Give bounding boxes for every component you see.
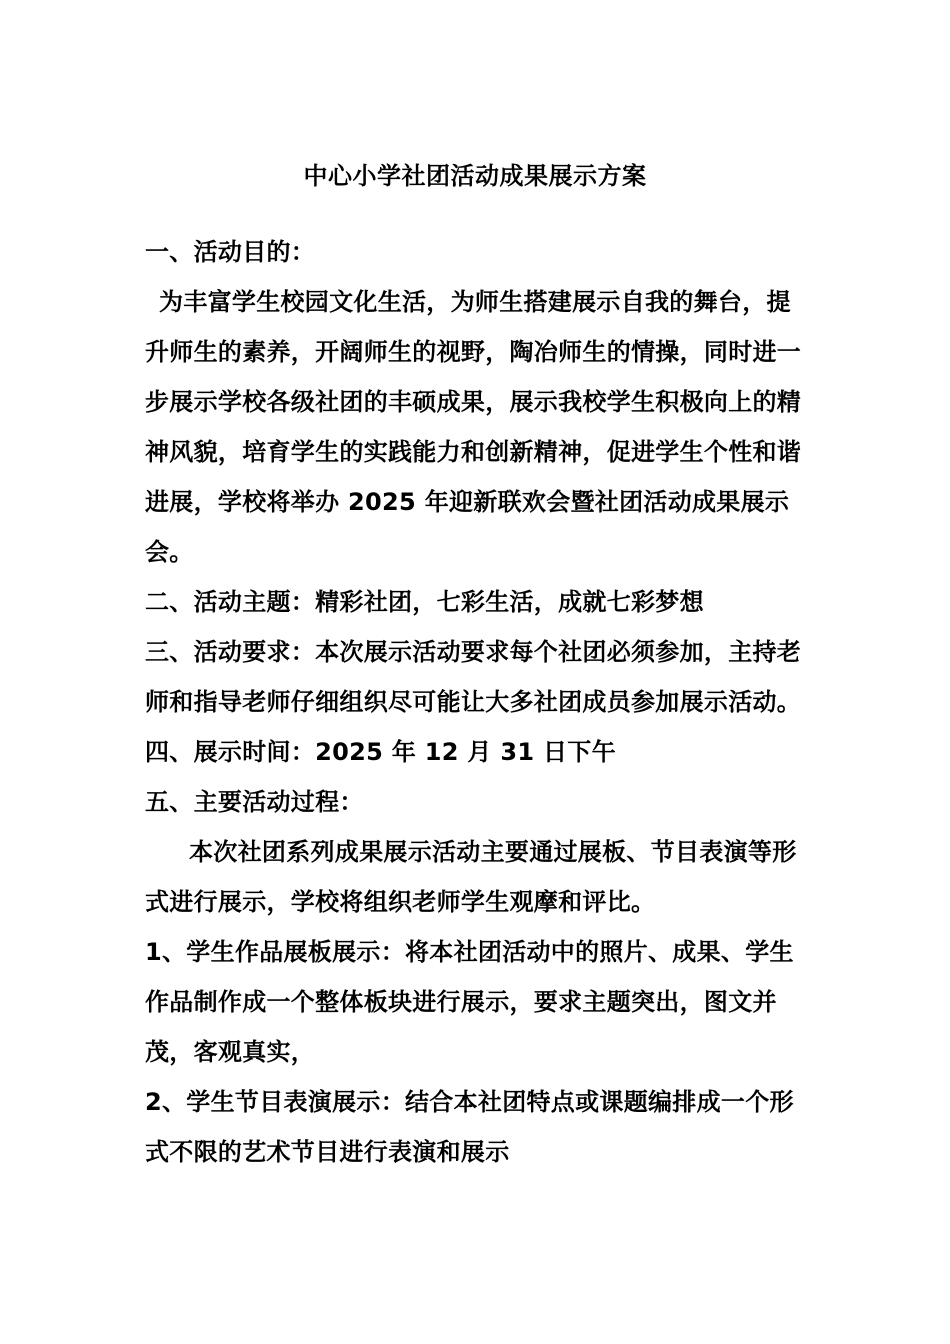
section-purpose-text: 为丰富学生校园文化生活，为师生搭建展示自我的舞台，提升师生的素养，开阔师生的视野，陶冶师生的情操，同时进一步展示学校各级社团的丰硕成果，展示我校学生积极向上的精神风貌，培育学生的实践能力和创新精神，促进学生个性和谐进展，学校将举办 2025 年迎新联欢会暨社团活动成果展示会。 [145, 288, 802, 566]
document-title: 中心小学社团活动成果展示方案 [303, 162, 647, 190]
process-item-2: 2、学生节目表演展示：结合本社团特点或课题编排成一个形式不限的艺术节目进行表演和展示 [145, 1088, 794, 1166]
section-purpose-heading: 一、活动目的： [145, 238, 316, 266]
section-time: 四、展示时间：2025 年 12 月 31 日下午 [145, 738, 616, 766]
section-process-intro: 本次社团系列成果展示活动主要通过展板、节目表演等形式进行展示，学校将组织老师学生观摩和评比。 [145, 838, 797, 916]
process-item-1: 1、学生作品展板展示：将本社团活动中的照片、成果、学生作品制作成一个整体板块进行展示，要求主题突出，图文并茂，客观真实， [145, 938, 794, 1066]
section-theme: 二、活动主题：精彩社团，七彩生活，成就七彩梦想 [145, 588, 704, 616]
section-requirements: 三、活动要求：本次展示活动要求每个社团必须参加，主持老师和指导老师仔细组织尽可能让大多社团成员参加展示活动。 [145, 638, 802, 716]
document-body [145, 227, 810, 1177]
section-process-heading: 五、主要活动过程： [145, 788, 364, 816]
